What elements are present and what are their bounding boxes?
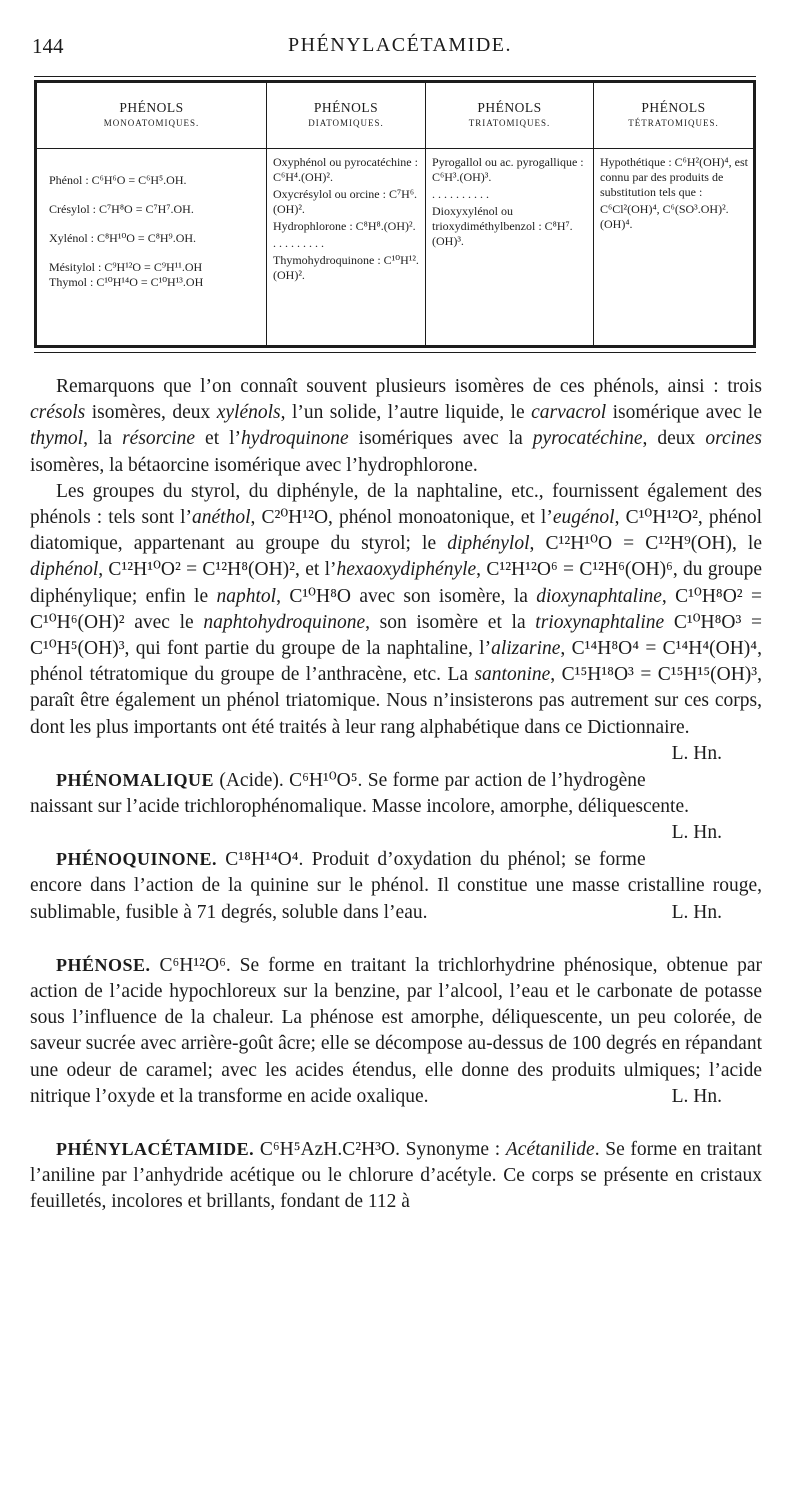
table-entry: Hydrophlorone : C⁸H⁸.(OH)². bbox=[273, 219, 416, 233]
phenols-table bbox=[34, 80, 756, 348]
author-signature: L. Hn. bbox=[671, 822, 722, 844]
table-entry: Oxycrésylol ou orcine : C⁷H⁶.(OH)². bbox=[273, 187, 418, 216]
table-top-rule bbox=[34, 76, 756, 77]
table-entry: Hypothétique : C⁶H²(OH)⁴, est connu par des produits de substitution tels que : bbox=[600, 155, 748, 199]
column-header-monoatomiques: PHÉNOLS MONOATOMIQUES. bbox=[37, 83, 267, 149]
table-entry: Xylénol : C⁸H¹⁰O = C⁸H⁹.OH. bbox=[49, 231, 197, 245]
column-triatomiques bbox=[426, 149, 594, 345]
table-entry: C⁶Cl²(OH)⁴, C⁶(SO³.OH)².(OH)⁴. bbox=[600, 202, 729, 231]
table-entry: . . . . . . . . . . bbox=[432, 187, 489, 201]
table-entry: . . . . . . . . . bbox=[273, 236, 324, 250]
table-entry: Crésylol : C⁷H⁸O = C⁷H⁷.OH. bbox=[49, 202, 194, 216]
running-title: PHÉNYLACÉTAMIDE. bbox=[287, 34, 513, 56]
entry-phenylacetamide: PHÉNYLACÉTAMIDE. C⁶H⁵AzH.C²H³O. Synonyme : Acétanilide. Se forme en traitant l’aniline par l’anhydride acétique ou le chlorure d’acétyle. Ce corps se présente en cristaux feuilletés, incolores et brillants, fondant de 112 à bbox=[30, 1139, 762, 1213]
author-signature: L. Hn. bbox=[671, 901, 722, 923]
body-text bbox=[30, 374, 762, 1216]
table-entry: Thymol : C¹⁰H¹⁴O = C¹⁰H¹³.OH bbox=[49, 275, 204, 289]
column-diatomiques bbox=[267, 149, 426, 345]
entry-phenomalique: PHÉNOMALIQUE (Acide). C⁶H¹⁰O⁵. Se forme par action de l’hydrogène naissant sur l’acide trichlorophénomalique. Masse incolore, amorphe, déliquescente. L. Hn. bbox=[30, 767, 762, 820]
column-header-diatomiques: PHÉNOLS DIATOMIQUES. bbox=[267, 83, 426, 149]
headword: PHÉNOQUINONE. bbox=[56, 849, 218, 870]
column-header-tetratomiques: PHÉNOLS TÉTRATOMIQUES. bbox=[594, 83, 753, 149]
column-monoatomiques bbox=[37, 149, 267, 345]
table-entry: Phénol : C⁶H⁶O = C⁶H⁵.OH. bbox=[49, 173, 187, 187]
column-tetratomiques bbox=[594, 149, 753, 345]
page-number: 144 bbox=[32, 34, 64, 58]
column-header-triatomiques: PHÉNOLS TRIATOMIQUES. bbox=[426, 83, 594, 149]
table-entry: Pyrogallol ou ac. pyrogallique : C⁶H³.(OH)³. bbox=[432, 155, 584, 184]
author-signature: L. Hn. bbox=[671, 1085, 722, 1107]
running-header bbox=[28, 34, 772, 62]
headword: PHÉNYLACÉTAMIDE. bbox=[56, 1139, 255, 1160]
entry-phenoquinone: PHÉNOQUINONE. C¹⁸H¹⁴O⁴. Produit d’oxydation du phénol; se forme encore dans l’action de la quinine sur le phénol. Il constitue une masse cristalline rouge, sublimable, fusible à 71 degrés, soluble dans l’eau. L. Hn. bbox=[30, 846, 762, 926]
headword: PHÉNOMALIQUE bbox=[56, 769, 215, 790]
table-entry: Oxyphénol ou pyrocatéchine : C⁶H⁴.(OH)². bbox=[273, 155, 418, 184]
headword: PHÉNOSE. bbox=[56, 954, 151, 975]
table-entry: Thymohydroquinone : C¹⁰H¹².(OH)². bbox=[273, 253, 419, 282]
paragraph-isomeres: Remarquons que l’on connaît souvent plusieurs isomères de ces phénols, ainsi : trois crésols isomères, deux xylénols, l’un solide, l’autre liquide, le carvacrol isomérique avec le thymol, la résorcine et l’hydroquinone isomériques avec la pyrocatéchine, deux orcines isomères, la bétaorcine isomérique avec l’hydrophlorone. bbox=[30, 376, 763, 476]
paragraph-groupes: Les groupes du styrol, du diphényle, de la naphtaline, etc., fournissent également des phénols : tels sont l’anéthol, C²⁰H¹²O, phénol monoatonique, et l’eugénol, C¹⁰H¹²O², phénol diatomique, appartenant au groupe du styrol; le diphénylol, C¹²H¹⁰O = C¹²H⁹(OH), le diphénol, C¹²H¹⁰O² = C¹²H⁸(OH)², et l’hexaoxydiphényle, C¹²H¹²O⁶ = C¹²H⁶(OH)⁶, du groupe diphénylique; enfin le naphtol, C¹⁰H⁸O avec son isomère, la dioxynaphtaline, C¹⁰H⁸O² = C¹⁰H⁶(OH)² avec le naphtohydroquinone, son isomère et la trioxynaphtaline C¹⁰H⁸O³ = C¹⁰H⁵(OH)³, qui font partie du groupe de la naphtaline, l’alizarine, C¹⁴H⁸O⁴ = C¹⁴H⁴(OH)⁴, phénol tétratomique du groupe de l’anthracène, etc. La santonine, C¹⁵H¹⁸O³ = C¹⁵H¹⁵(OH)³, paraît être également un phénol triatomique. Nous n’insisterons pas autrement sur ces corps, dont les plus importants ont été traités à leur rang alphabétique dans ce Dictionnaire. L. Hn. bbox=[30, 479, 762, 741]
entry-phenose: PHÉNOSE. C⁶H¹²O⁶. Se forme en traitant la trichlorhydrine phénosique, obtenue par action de l’acide hypochloreux sur la benzine, par l’alcool, l’eau et le carbonate de potasse sous l’influence de la chaleur. La phénose est amorphe, déliquescente, un peu colorée, de saveur sucrée avec arrière-goût âcre; elle se décompose au-dessus de 100 degrés en répandant une odeur de caramel; avec les acides étendus, elle donne des produits ulmiques; l’acide nitrique l’oxyde et la transforme en acide oxalique. L. Hn. bbox=[30, 952, 762, 1110]
table-bottom-rule bbox=[34, 352, 756, 353]
table-entry: Mésitylol : C⁹H¹²O = C⁹H¹¹.OH bbox=[49, 260, 203, 274]
author-signature: L. Hn. bbox=[671, 742, 722, 764]
table-entry: Dioxyxylénol ou trioxydiméthylbenzol : C⁸H⁷.(OH)³. bbox=[432, 204, 573, 248]
